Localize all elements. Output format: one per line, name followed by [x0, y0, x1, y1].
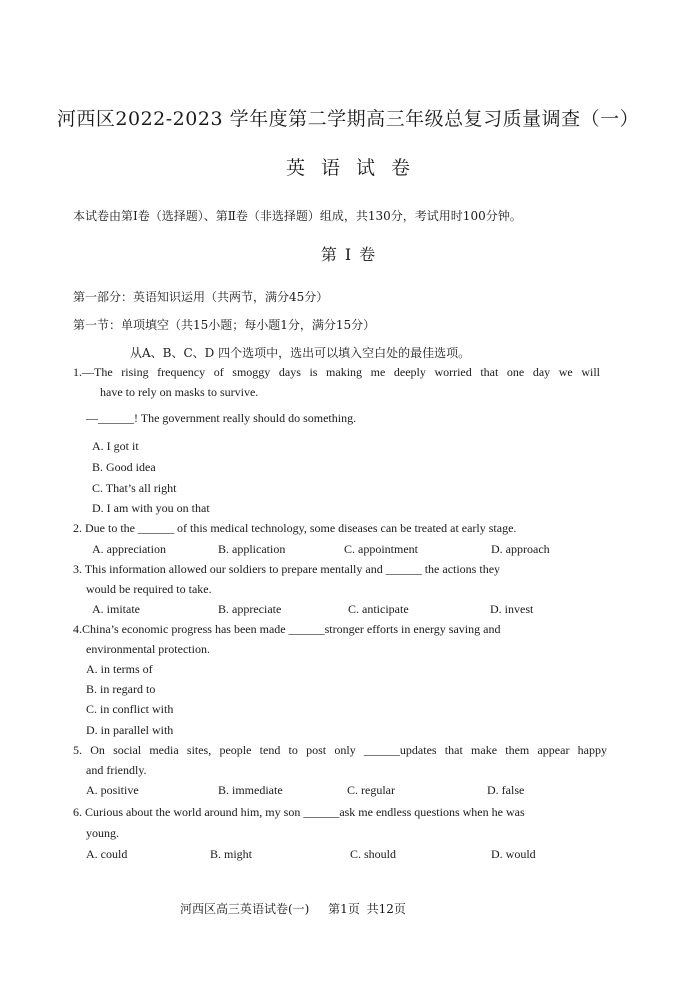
option-a: A. I got it: [92, 439, 139, 453]
document-subtitle: 英语试卷: [285, 157, 426, 179]
page-footer: 河西区高三英语试卷(一) 第1页 共12页: [180, 902, 406, 916]
option-b: B. Good idea: [92, 460, 156, 474]
question-text: 4.China’s economic progress has been made ______stronger efforts in energy saving and: [73, 622, 501, 636]
option-a: A. in terms of: [86, 662, 153, 676]
option-a: A. positive: [86, 783, 139, 797]
part-heading: 第一部分：英语知识运用（共两节，满分45分）: [73, 290, 329, 304]
option-c: C. should: [350, 847, 397, 861]
option-a: A. appreciation: [92, 542, 166, 556]
question-text: 6. Curious about the world around him, my son ______ask me endless questions when he was: [73, 805, 525, 819]
option-d: D. I am with you on that: [92, 501, 210, 515]
exam-intro: 本试卷由第Ⅰ卷（选择题）、第Ⅱ卷（非选择题）组成，共130分，考试用时100分钟。: [73, 209, 522, 223]
option-d: D. would: [491, 847, 536, 861]
instruction-text: 从A、B、C、D 四个选项中，选出可以填入空白处的最佳选项。: [130, 346, 471, 360]
question-text: 5. On social media sites, people tend to post only ______updates that make them appear happy: [73, 743, 607, 757]
option-b: B. might: [210, 847, 253, 861]
section-label: 第Ⅰ卷: [320, 245, 384, 264]
question-text: —______! The government really should do something.: [86, 411, 357, 425]
question-text: have to rely on masks to survive.: [100, 385, 259, 399]
question-text: young.: [86, 826, 119, 840]
document-title: 河西区2022-2023 学年度第二学期高三年级总复习质量调查（一）: [56, 108, 640, 130]
question-text: environmental protection.: [86, 642, 210, 656]
option-c: C. anticipate: [348, 602, 409, 616]
option-c: C. in conflict with: [86, 702, 174, 716]
option-d: D. false: [487, 783, 525, 797]
option-c: C. That’s all right: [92, 481, 177, 495]
section-heading: 第一节：单项填空（共15小题；每小题1分，满分15分）: [73, 318, 376, 332]
option-d: D. invest: [490, 602, 534, 616]
option-b: B. application: [218, 542, 286, 556]
option-d: D. in parallel with: [86, 723, 174, 737]
option-b: B. immediate: [218, 783, 283, 797]
option-c: C. regular: [347, 783, 395, 797]
question-text: 3. This information allowed our soldiers to prepare mentally and ______ the actions they: [73, 562, 501, 576]
question-text: 2. Due to the ______ of this medical technology, some diseases can be treated at early stage.: [73, 521, 517, 535]
question-text: 1.—The rising frequency of smoggy days is making me deeply worried that one day we will: [73, 365, 600, 379]
option-c: C. appointment: [344, 542, 418, 556]
option-a: A. could: [86, 847, 128, 861]
option-b: B. appreciate: [218, 602, 282, 616]
option-a: A. imitate: [92, 602, 140, 616]
option-b: B. in regard to: [86, 682, 156, 696]
question-text: and friendly.: [86, 763, 147, 777]
question-text: would be required to take.: [86, 582, 212, 596]
option-d: D. approach: [491, 542, 550, 556]
